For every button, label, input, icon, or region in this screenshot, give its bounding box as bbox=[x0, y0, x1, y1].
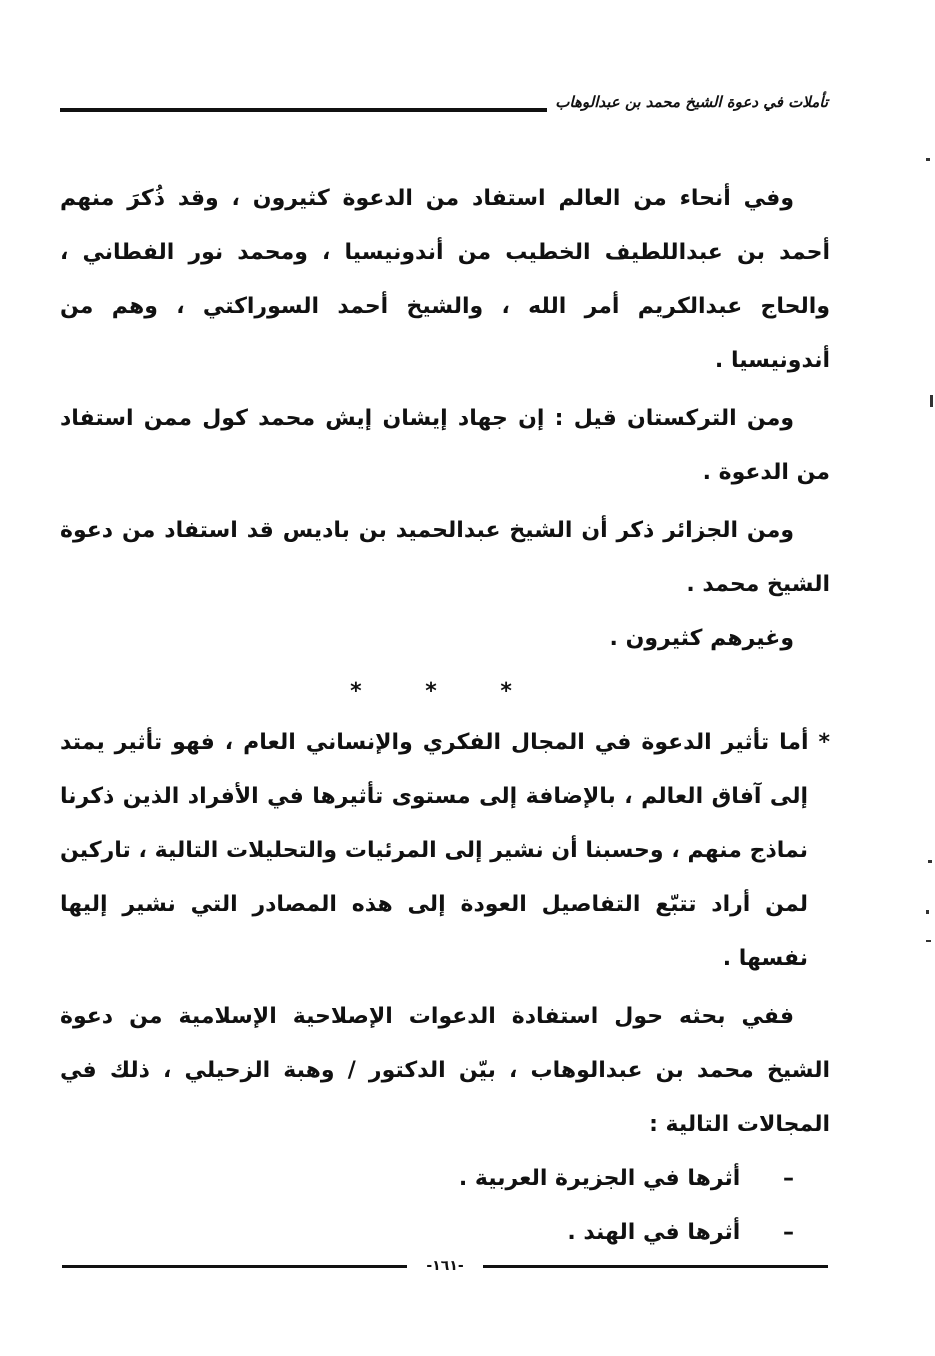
paragraph-zuhaili-research: ففي بحثه حول استفادة الدعوات الإصلاحية الإسلامية من دعوة الشيخ محمد بن عبدالوهاب ، بيّن الدكتور / وهبة الزحيلي ، ذلك في المجالات التالية : bbox=[60, 1004, 830, 1137]
header-title: تأملات في دعوة الشيخ محمد بن عبدالوهاب bbox=[555, 93, 828, 111]
paragraph-others: وغيرهم كثيرون . bbox=[609, 626, 794, 651]
header-title-container bbox=[547, 92, 828, 116]
page-number: -١٦١- bbox=[426, 1258, 464, 1274]
list-dash: – bbox=[783, 1220, 794, 1245]
scan-mark bbox=[928, 860, 932, 863]
page-body bbox=[60, 172, 830, 1260]
list-item bbox=[60, 1152, 830, 1206]
list-dash: – bbox=[783, 1166, 794, 1191]
list-item-text: أثرها في الهند . bbox=[567, 1220, 741, 1245]
section-separator: * * * bbox=[350, 679, 540, 704]
footer-rule-right bbox=[483, 1265, 828, 1268]
scan-mark bbox=[930, 395, 933, 407]
scan-mark bbox=[926, 158, 930, 161]
paragraph-intellectual-influence: * أما تأثير الدعوة في المجال الفكري والإنساني العام ، فهو تأثير يمتد إلى آفاق العالم ، بالإضافة إلى مستوى تأثيرها في الأفراد الذين ذكرنا نماذج منهم ، وحسبنا أن نشير إلى المرئيات والتحليلات التالية ، تاركين لمن أراد تتبّع التفاصيل العودة إلى هذه المصادر التي نشير إليها نفسها . bbox=[60, 730, 830, 971]
running-header bbox=[60, 92, 828, 118]
footer-rule-left bbox=[62, 1265, 407, 1268]
paragraph-algeria: ومن الجزائر ذكر أن الشيخ عبدالحميد بن باديس قد استفاد من دعوة الشيخ محمد . bbox=[60, 518, 830, 597]
page-footer bbox=[62, 1256, 828, 1276]
list-item bbox=[60, 1206, 830, 1260]
paragraph-turkestan: ومن التركستان قيل : إن جهاد إيشان إيش محمد كول ممن استفاد من الدعوة . bbox=[60, 406, 830, 485]
scan-mark bbox=[926, 910, 929, 914]
influence-list bbox=[60, 1152, 830, 1260]
paragraph-indonesia: وفي أنحاء من العالم استفاد من الدعوة كثيرون ، وقد ذُكرَ منهم أحمد بن عبداللطيف الخطيب من أندونيسيا ، ومحمد نور الفطاني ، والحاج عبدالكريم أمر الله ، والشيخ أحمد السوراكتي ، وهم من أندونيسيا . bbox=[60, 186, 830, 373]
scan-mark bbox=[926, 940, 931, 942]
list-item-text: أثرها في الجزيرة العربية . bbox=[458, 1166, 741, 1191]
